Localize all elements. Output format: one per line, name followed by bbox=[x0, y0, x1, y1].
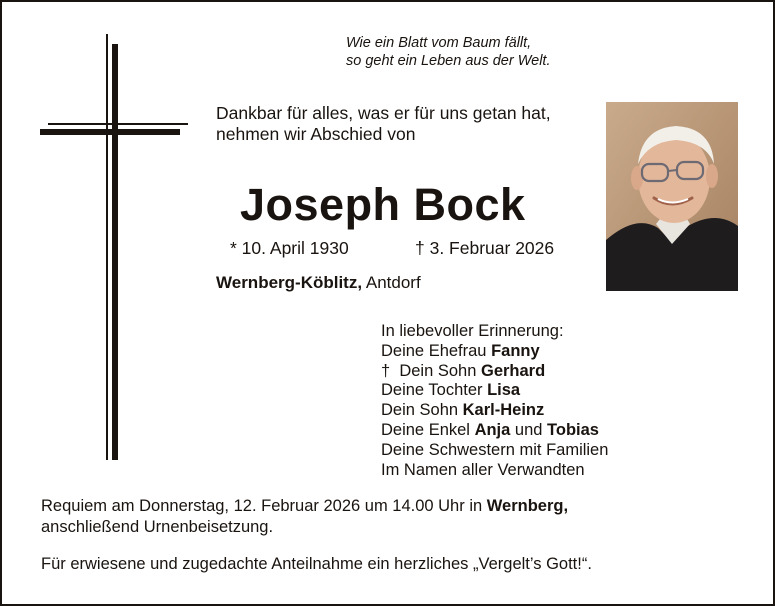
intro-line-1: Dankbar für alles, was er für uns getan hat, bbox=[216, 103, 551, 123]
birth-date: * 10. April 1930 bbox=[230, 238, 349, 258]
intro-text bbox=[216, 103, 551, 145]
mourner-wife: Deine Ehefrau Fanny bbox=[381, 341, 540, 360]
mourner-son-deceased: † Dein Sohn Gerhard bbox=[381, 361, 546, 380]
motto-line-2: so geht ein Leben aus der Welt. bbox=[346, 53, 551, 69]
residence-main: Wernberg-Köblitz, bbox=[216, 273, 363, 292]
residence bbox=[216, 273, 421, 293]
mourner-daughter: Deine Tochter Lisa bbox=[381, 381, 521, 400]
requiem-line-1: Requiem am Donnerstag, 12. Februar 2026 um 14.00 Uhr in Wernberg, bbox=[41, 497, 569, 515]
residence-secondary: Antdorf bbox=[362, 273, 421, 292]
mourners-heading: In liebevoller Erinnerung: bbox=[381, 322, 564, 340]
cross-icon bbox=[38, 34, 190, 460]
mourner-sisters: Deine Schwestern mit Familien bbox=[381, 440, 609, 459]
motto bbox=[346, 34, 550, 70]
thanks-text: Für erwiesene und zugedachte Anteilnahme ein herzliches „Vergelt’s Gott!“. bbox=[41, 555, 592, 573]
motto-line-1: Wie ein Blatt vom Baum fällt, bbox=[346, 35, 532, 51]
intro-line-2: nehmen wir Abschied von bbox=[216, 124, 416, 144]
mourner-son: Dein Sohn Karl-Heinz bbox=[381, 401, 545, 420]
requiem-info bbox=[41, 496, 568, 537]
portrait-photo bbox=[606, 102, 738, 291]
mourner-grandchildren: Deine Enkel Anja und Tobias bbox=[381, 420, 599, 439]
requiem-line-2: anschließend Urnenbeisetzung. bbox=[41, 517, 274, 536]
death-date: † 3. Februar 2026 bbox=[415, 238, 555, 258]
deceased-name: Joseph Bock bbox=[240, 179, 526, 230]
mourners-list bbox=[381, 322, 608, 480]
mourner-relatives: Im Namen aller Verwandten bbox=[381, 460, 585, 479]
